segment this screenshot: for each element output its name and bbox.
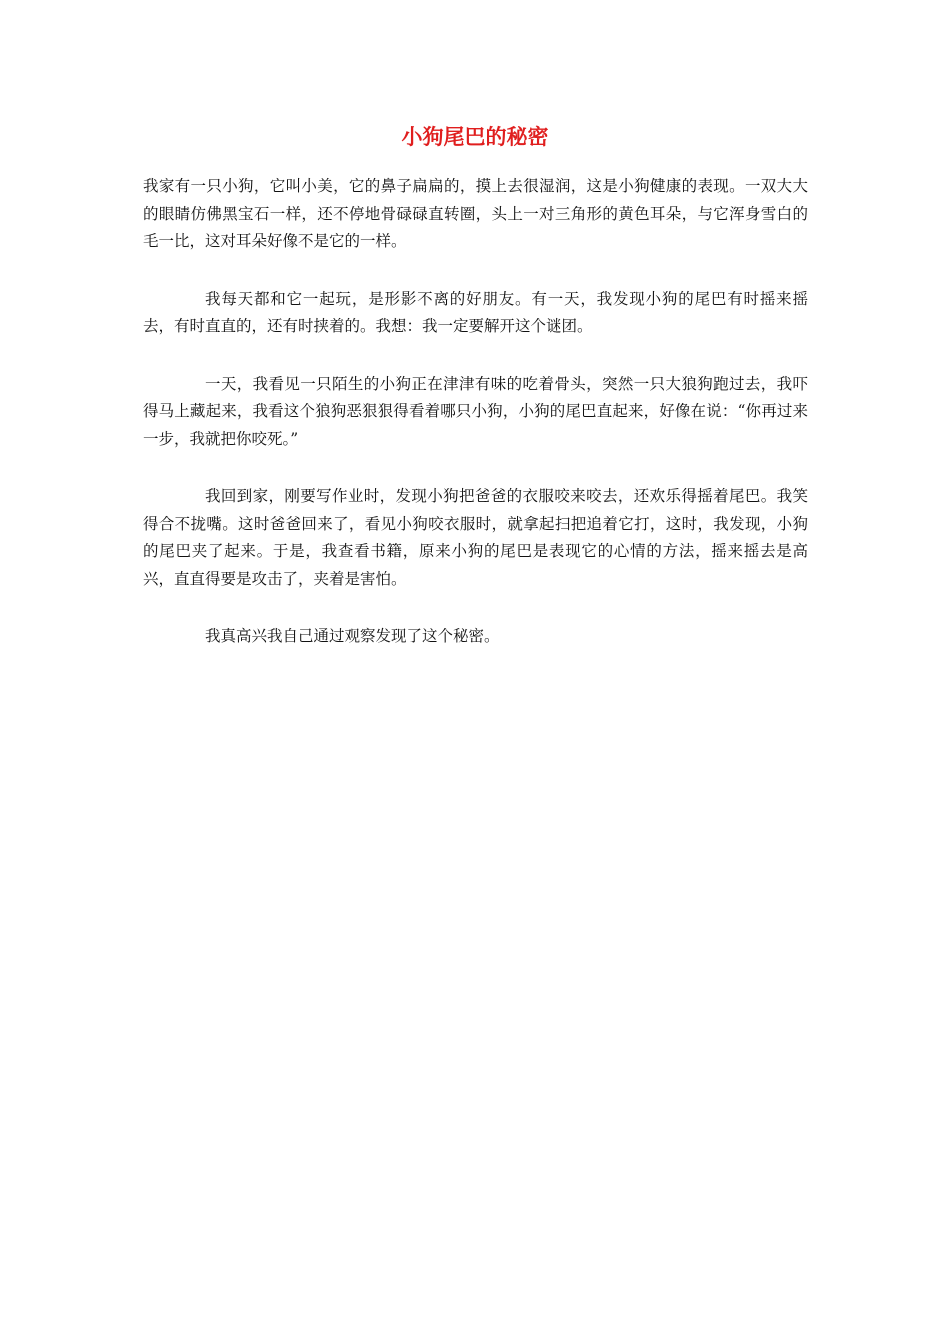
document-body <box>143 173 808 681</box>
paragraph-4: 我回到家，刚要写作业时，发现小狗把爸爸的衣服咬来咬去，还欢乐得摇着尾巴。我笑得合不拢嘴。这时爸爸回来了，看见小狗咬衣服时，就拿起扫把追着它打，这时，我发现，小狗的尾巴夹了起来。于是，我查看书籍，原来小狗的尾巴是表现它的心情的方法，摇来摇去是高兴，直直得要是攻击了，夹着是害怕。 <box>143 487 808 588</box>
paragraph-1: 我家有一只小狗，它叫小美，它的鼻子扁扁的，摸上去很湿润，这是小狗健康的表现。一双大大的眼睛仿佛黑宝石一样，还不停地骨碌碌直转圈，头上一对三角形的黄色耳朵，与它浑身雪白的毛一比，这对耳朵好像不是它的一样。 <box>143 177 808 250</box>
document-title: 小狗尾巴的秘密 <box>401 124 549 149</box>
paragraph-5: 我真高兴我自己通过观察发现了这个秘密。 <box>205 627 500 645</box>
paragraph-2: 我每天都和它一起玩，是形影不离的好朋友。有一天，我发现小狗的尾巴有时摇来摇去，有时直直的，还有时挟着的。我想：我一定要解开这个谜团。 <box>143 289 808 335</box>
paragraph-3: 一天，我看见一只陌生的小狗正在津津有味的吃着骨头，突然一只大狼狗跑过去，我吓得马上藏起来，我看这个狼狗恶狠狠得看着哪只小狗，小狗的尾巴直起来，好像在说：“你再过来一步，我就把你咬死。” <box>143 374 808 448</box>
